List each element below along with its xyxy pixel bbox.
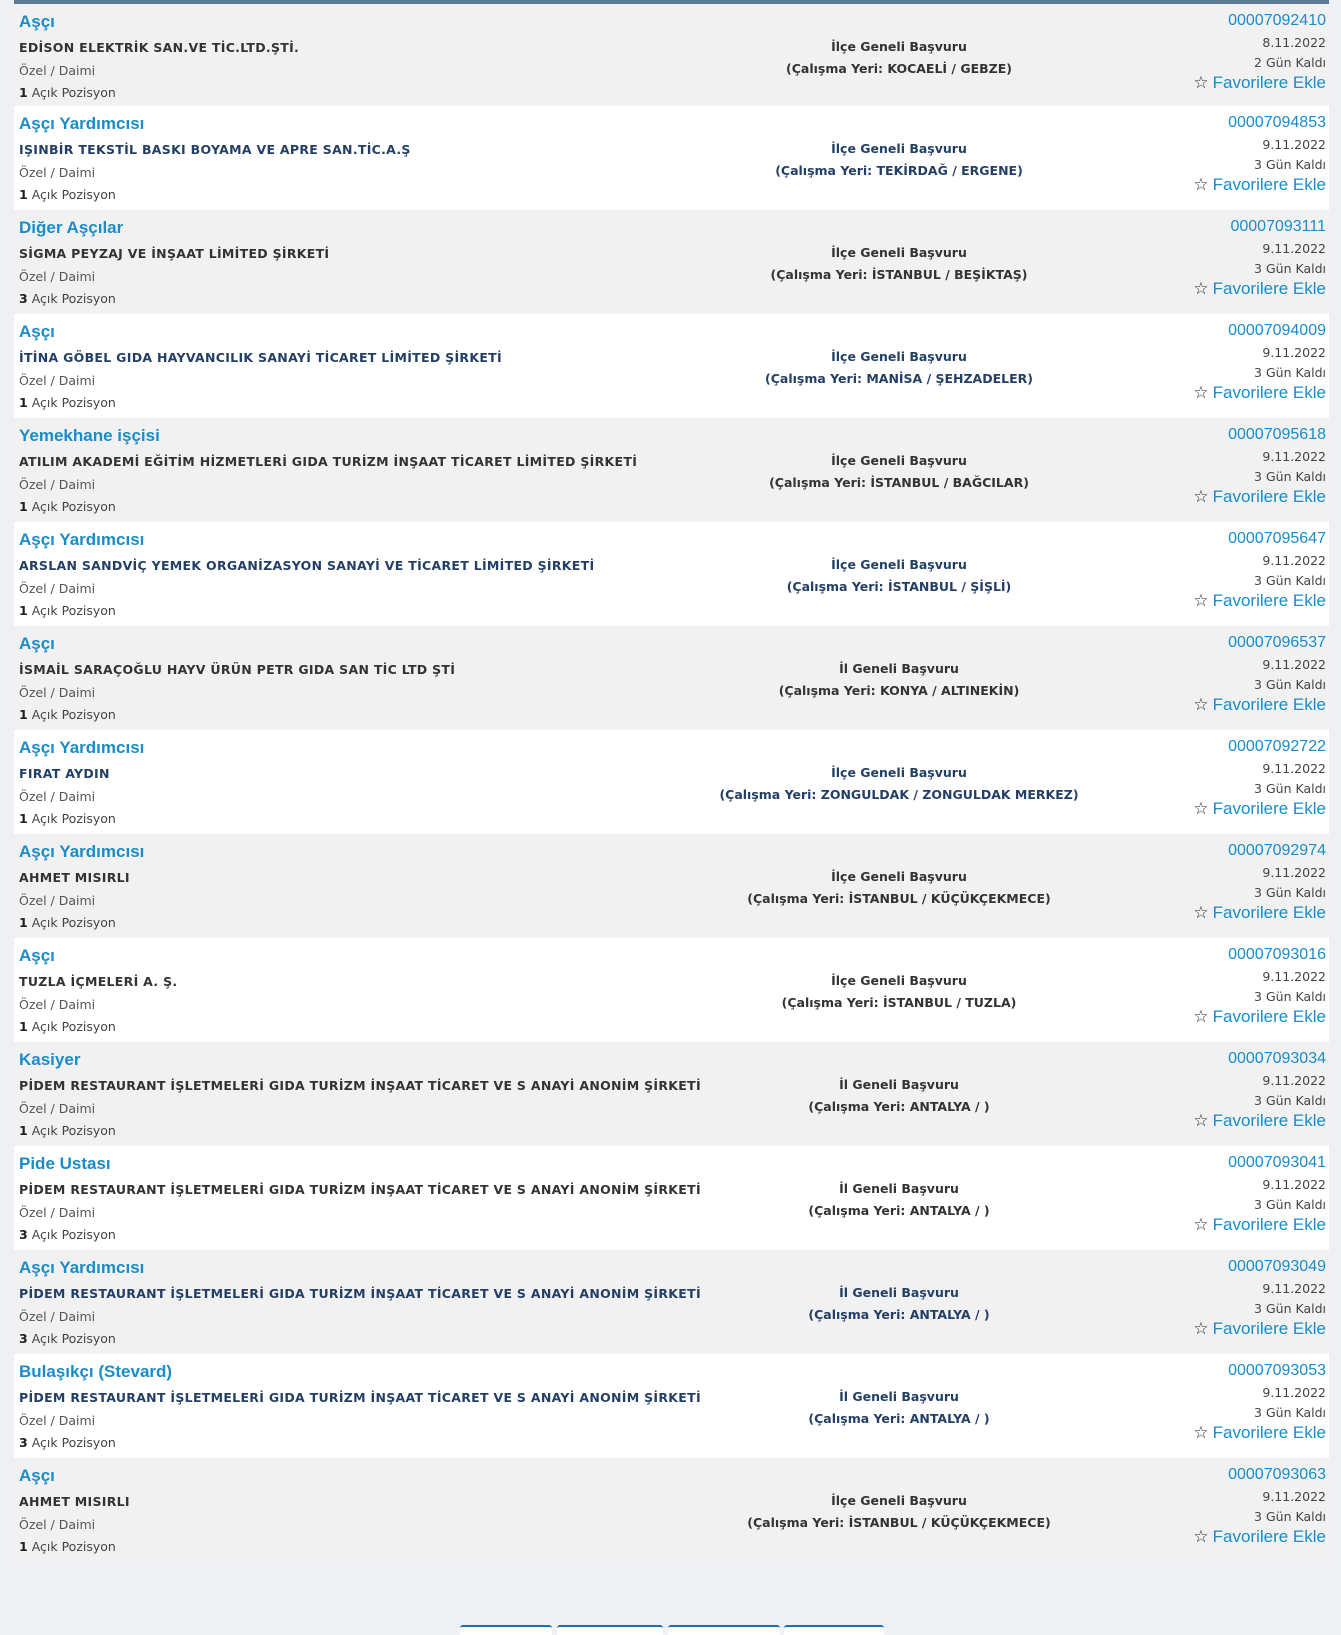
star-outline-icon: ☆ (1193, 487, 1209, 506)
job-title-link[interactable]: Aşçı (19, 634, 55, 653)
add-favorite-button[interactable] (1193, 1215, 1326, 1235)
application-info (594, 1386, 1204, 1430)
add-favorite-button[interactable] (1193, 1007, 1326, 1027)
add-favorite-label: Favorilere Ekle (1212, 73, 1326, 92)
job-title-link[interactable]: Aşçı Yardımcısı (19, 1258, 145, 1277)
application-scope: İl Geneli Başvuru (839, 1181, 959, 1196)
listing-meta (1193, 634, 1326, 715)
listing-date: 9.11.2022 (1262, 137, 1326, 152)
application-info (594, 866, 1204, 910)
application-info (594, 762, 1204, 806)
application-scope: İl Geneli Başvuru (839, 1389, 959, 1404)
application-scope: İlçe Geneli Başvuru (831, 1493, 967, 1508)
open-positions (19, 811, 116, 826)
days-left: 2 Gün Kaldı (1254, 55, 1326, 70)
listing-date: 8.11.2022 (1262, 35, 1326, 50)
listing-rows (14, 4, 1329, 1562)
star-outline-icon: ☆ (1193, 1527, 1209, 1546)
days-left: 3 Gün Kaldı (1254, 365, 1326, 380)
days-left: 3 Gün Kaldı (1254, 1405, 1326, 1420)
listing-row (14, 626, 1329, 730)
listing-meta (1193, 1050, 1326, 1131)
days-left: 3 Gün Kaldı (1254, 1093, 1326, 1108)
days-left: 3 Gün Kaldı (1254, 261, 1326, 276)
open-positions-label: Açık Pozisyon (31, 499, 116, 514)
open-positions-label: Açık Pozisyon (31, 187, 116, 202)
company-name: İSMAİL SARAÇOĞLU HAYV ÜRÜN PETR GIDA SAN TİC LTD ŞTİ (19, 662, 456, 677)
add-favorite-label: Favorilere Ekle (1212, 1527, 1326, 1546)
page-button[interactable] (460, 1625, 552, 1635)
add-favorite-label: Favorilere Ekle (1212, 1007, 1326, 1026)
star-outline-icon: ☆ (1193, 279, 1209, 298)
days-left: 3 Gün Kaldı (1254, 1509, 1326, 1524)
open-positions (19, 499, 116, 514)
application-scope: İlçe Geneli Başvuru (831, 973, 967, 988)
application-info (594, 658, 1204, 702)
application-scope: İlçe Geneli Başvuru (831, 349, 967, 364)
listing-date: 9.11.2022 (1262, 761, 1326, 776)
open-positions (19, 1019, 116, 1034)
work-location: (Çalışma Yeri: ANTALYA / ) (808, 1203, 990, 1218)
company-name: İTİNA GÖBEL GIDA HAYVANCILIK SANAYİ TİCARET LİMİTED ŞİRKETİ (19, 350, 502, 365)
listing-meta (1193, 1258, 1326, 1339)
star-outline-icon: ☆ (1193, 175, 1209, 194)
open-positions-label: Açık Pozisyon (31, 707, 116, 722)
days-left: 3 Gün Kaldı (1254, 1301, 1326, 1316)
open-positions-label: Açık Pozisyon (31, 395, 116, 410)
application-info (594, 970, 1204, 1014)
star-outline-icon: ☆ (1193, 903, 1209, 922)
application-scope: İlçe Geneli Başvuru (831, 453, 967, 468)
application-scope: İlçe Geneli Başvuru (831, 39, 967, 54)
work-location: (Çalışma Yeri: İSTANBUL / KÜÇÜKÇEKMECE) (747, 891, 1051, 906)
listing-number-link[interactable]: 00007092974 (1228, 842, 1326, 859)
add-favorite-button[interactable] (1193, 799, 1326, 819)
open-positions (19, 1227, 116, 1242)
company-name: PİDEM RESTAURANT İŞLETMELERİ GIDA TURİZM İNŞAAT TİCARET VE S ANAYİ ANONİM ŞİRKETİ (19, 1286, 701, 1301)
job-title-link[interactable]: Yemekhane işçisi (19, 426, 160, 445)
listing-date: 9.11.2022 (1262, 657, 1326, 672)
star-outline-icon: ☆ (1193, 1111, 1209, 1130)
open-positions-count: 1 (19, 1123, 28, 1138)
work-location: (Çalışma Yeri: İSTANBUL / TUZLA) (781, 995, 1017, 1010)
open-positions (19, 915, 116, 930)
job-title-link[interactable]: Aşçı (19, 322, 55, 341)
listing-meta (1193, 1154, 1326, 1235)
work-location: (Çalışma Yeri: KOCAELİ / GEBZE) (786, 61, 1012, 76)
application-scope: İlçe Geneli Başvuru (831, 141, 967, 156)
add-favorite-button[interactable] (1193, 383, 1326, 403)
listing-row (14, 106, 1329, 210)
listing-date: 9.11.2022 (1262, 345, 1326, 360)
open-positions-count: 1 (19, 915, 28, 930)
add-favorite-label: Favorilere Ekle (1212, 383, 1326, 402)
listing-number-link[interactable]: 00007093049 (1228, 1258, 1326, 1275)
job-title-link[interactable]: Aşçı (19, 1466, 55, 1485)
job-title-link[interactable]: Aşçı (19, 946, 55, 965)
job-title-link[interactable]: Diğer Aşçılar (19, 218, 124, 237)
listing-date: 9.11.2022 (1262, 1281, 1326, 1296)
add-favorite-button[interactable] (1193, 1319, 1326, 1339)
star-outline-icon: ☆ (1193, 73, 1209, 92)
application-info (594, 1490, 1204, 1534)
company-name: PİDEM RESTAURANT İŞLETMELERİ GIDA TURİZM İNŞAAT TİCARET VE S ANAYİ ANONİM ŞİRKETİ (19, 1182, 701, 1197)
add-favorite-label: Favorilere Ekle (1212, 695, 1326, 714)
application-info (594, 554, 1204, 598)
listing-meta (1193, 12, 1326, 93)
company-name: TUZLA İÇMELERİ A. Ş. (19, 974, 178, 989)
application-info (594, 36, 1204, 80)
page-button[interactable] (557, 1625, 663, 1635)
listing-row (14, 418, 1329, 522)
listing-row (14, 210, 1329, 314)
listing-number-link[interactable]: 00007095618 (1228, 426, 1326, 443)
listing-number-link[interactable]: 00007094009 (1228, 322, 1326, 339)
listing-number-link[interactable]: 00007092722 (1228, 738, 1326, 755)
job-title-link[interactable]: Aşçı Yardımcısı (19, 530, 145, 549)
add-favorite-button[interactable] (1193, 279, 1326, 299)
work-location: (Çalışma Yeri: İSTANBUL / KÜÇÜKÇEKMECE) (747, 1515, 1051, 1530)
add-favorite-button[interactable] (1193, 487, 1326, 507)
open-positions-label: Açık Pozisyon (31, 291, 116, 306)
application-scope: İl Geneli Başvuru (839, 661, 959, 676)
open-positions (19, 1435, 116, 1450)
listing-number-link[interactable]: 00007093063 (1228, 1466, 1326, 1483)
application-scope: İl Geneli Başvuru (839, 1285, 959, 1300)
add-favorite-label: Favorilere Ekle (1212, 1423, 1326, 1442)
listing-number-link[interactable]: 00007093111 (1230, 218, 1326, 235)
employment-type: Özel / Daimi (19, 1517, 96, 1532)
open-positions (19, 1123, 116, 1138)
open-positions-label: Açık Pozisyon (31, 1331, 116, 1346)
application-info (594, 346, 1204, 390)
add-favorite-label: Favorilere Ekle (1212, 175, 1326, 194)
add-favorite-label: Favorilere Ekle (1212, 1319, 1326, 1338)
listing-number-link[interactable]: 00007092410 (1228, 12, 1326, 29)
work-location: (Çalışma Yeri: ANTALYA / ) (808, 1099, 990, 1114)
employment-type: Özel / Daimi (19, 1101, 96, 1116)
listing-row (14, 1042, 1329, 1146)
star-outline-icon: ☆ (1193, 695, 1209, 714)
open-positions-label: Açık Pozisyon (31, 915, 116, 930)
open-positions-count: 1 (19, 499, 28, 514)
listing-date: 9.11.2022 (1262, 1073, 1326, 1088)
listing-date: 9.11.2022 (1262, 1489, 1326, 1504)
listing-date: 9.11.2022 (1262, 969, 1326, 984)
application-info (594, 450, 1204, 494)
listing-row (14, 314, 1329, 418)
open-positions (19, 187, 116, 202)
page-button[interactable] (784, 1625, 884, 1635)
add-favorite-label: Favorilere Ekle (1212, 1215, 1326, 1234)
application-scope: İlçe Geneli Başvuru (831, 245, 967, 260)
employment-type: Özel / Daimi (19, 789, 96, 804)
open-positions-count: 3 (19, 1435, 28, 1450)
company-name: PİDEM RESTAURANT İŞLETMELERİ GIDA TURİZM İNŞAAT TİCARET VE S ANAYİ ANONİM ŞİRKETİ (19, 1390, 701, 1405)
open-positions-count: 3 (19, 1227, 28, 1242)
listing-row (14, 834, 1329, 938)
listing-meta (1193, 738, 1326, 819)
listing-meta (1193, 842, 1326, 923)
add-favorite-label: Favorilere Ekle (1212, 591, 1326, 610)
listing-number-link[interactable]: 00007094853 (1228, 114, 1326, 131)
listing-meta (1193, 322, 1326, 403)
listing-meta (1193, 1466, 1326, 1547)
employment-type: Özel / Daimi (19, 165, 96, 180)
days-left: 3 Gün Kaldı (1254, 781, 1326, 796)
add-favorite-label: Favorilere Ekle (1212, 903, 1326, 922)
work-location: (Çalışma Yeri: MANİSA / ŞEHZADELER) (765, 371, 1033, 386)
open-positions-label: Açık Pozisyon (31, 1227, 116, 1242)
listing-row (14, 938, 1329, 1042)
company-name: ARSLAN SANDVİÇ YEMEK ORGANİZASYON SANAYİ VE TİCARET LİMİTED ŞİRKETİ (19, 558, 595, 573)
page-button[interactable] (668, 1625, 780, 1635)
job-title-link[interactable]: Bulaşıkçı (Stevard) (19, 1362, 173, 1381)
listing-meta (1193, 946, 1326, 1027)
listing-number-link[interactable]: 00007093041 (1228, 1154, 1326, 1171)
star-outline-icon: ☆ (1193, 799, 1209, 818)
open-positions (19, 85, 116, 100)
employment-type: Özel / Daimi (19, 269, 96, 284)
listing-meta (1193, 114, 1326, 195)
application-scope: İl Geneli Başvuru (839, 1077, 959, 1092)
add-favorite-label: Favorilere Ekle (1212, 799, 1326, 818)
star-outline-icon: ☆ (1193, 1423, 1209, 1442)
star-outline-icon: ☆ (1193, 591, 1209, 610)
employment-type: Özel / Daimi (19, 373, 96, 388)
open-positions-count: 3 (19, 1331, 28, 1346)
add-favorite-label: Favorilere Ekle (1212, 1111, 1326, 1130)
employment-type: Özel / Daimi (19, 581, 96, 596)
work-location: (Çalışma Yeri: ANTALYA / ) (808, 1411, 990, 1426)
add-favorite-button[interactable] (1193, 1111, 1326, 1131)
listing-row (14, 730, 1329, 834)
listing-meta (1193, 218, 1326, 299)
listing-date: 9.11.2022 (1262, 1177, 1326, 1192)
open-positions-label: Açık Pozisyon (31, 1123, 116, 1138)
listing-date: 9.11.2022 (1262, 865, 1326, 880)
application-info (594, 1178, 1204, 1222)
application-scope: İlçe Geneli Başvuru (831, 765, 967, 780)
open-positions (19, 1331, 116, 1346)
open-positions (19, 1539, 116, 1554)
employment-type: Özel / Daimi (19, 997, 96, 1012)
star-outline-icon: ☆ (1193, 1215, 1209, 1234)
application-info (594, 1074, 1204, 1118)
open-positions-count: 1 (19, 811, 28, 826)
listing-meta (1193, 530, 1326, 611)
open-positions (19, 291, 116, 306)
days-left: 3 Gün Kaldı (1254, 469, 1326, 484)
listing-row (14, 1458, 1329, 1562)
listing-row (14, 522, 1329, 626)
days-left: 3 Gün Kaldı (1254, 157, 1326, 172)
employment-type: Özel / Daimi (19, 1413, 96, 1428)
application-info (594, 242, 1204, 286)
employment-type: Özel / Daimi (19, 1205, 96, 1220)
employment-type: Özel / Daimi (19, 893, 96, 908)
listing-number-link[interactable]: 00007093034 (1228, 1050, 1326, 1067)
open-positions-count: 1 (19, 395, 28, 410)
add-favorite-button[interactable] (1193, 175, 1326, 195)
add-favorite-button[interactable] (1193, 1527, 1326, 1547)
application-scope: İlçe Geneli Başvuru (831, 557, 967, 572)
open-positions-label: Açık Pozisyon (31, 811, 116, 826)
work-location: (Çalışma Yeri: KONYA / ALTINEKİN) (778, 683, 1020, 698)
listing-number-link[interactable]: 00007095647 (1228, 530, 1326, 547)
star-outline-icon: ☆ (1193, 383, 1209, 402)
company-name: AHMET MISIRLI (19, 870, 130, 885)
listing-date: 9.11.2022 (1262, 449, 1326, 464)
work-location: (Çalışma Yeri: ANTALYA / ) (808, 1307, 990, 1322)
job-title-link[interactable]: Aşçı Yardımcısı (19, 114, 145, 133)
employment-type: Özel / Daimi (19, 477, 96, 492)
application-info (594, 1282, 1204, 1326)
company-name: SİGMA PEYZAJ VE İNŞAAT LİMİTED ŞİRKETİ (19, 246, 330, 261)
listing-number-link[interactable]: 00007093053 (1228, 1362, 1326, 1379)
listing-date: 9.11.2022 (1262, 553, 1326, 568)
open-positions-label: Açık Pozisyon (31, 1539, 116, 1554)
listing-row (14, 1354, 1329, 1458)
job-listing-list (14, 0, 1329, 1562)
open-positions-count: 1 (19, 1019, 28, 1034)
open-positions-count: 1 (19, 603, 28, 618)
work-location: (Çalışma Yeri: ZONGULDAK / ZONGULDAK MERKEZ) (719, 787, 1079, 802)
work-location: (Çalışma Yeri: İSTANBUL / BAĞCILAR) (769, 475, 1029, 490)
add-favorite-label: Favorilere Ekle (1212, 487, 1326, 506)
company-name: EDİSON ELEKTRİK SAN.VE TİC.LTD.ŞTİ. (19, 40, 300, 55)
employment-type: Özel / Daimi (19, 1309, 96, 1324)
work-location: (Çalışma Yeri: İSTANBUL / ŞİŞLİ) (786, 579, 1012, 594)
add-favorite-button[interactable] (1193, 1423, 1326, 1443)
days-left: 3 Gün Kaldı (1254, 677, 1326, 692)
star-outline-icon: ☆ (1193, 1319, 1209, 1338)
add-favorite-button[interactable] (1193, 695, 1326, 715)
open-positions-count: 1 (19, 1539, 28, 1554)
job-title-link[interactable]: Aşçı (19, 12, 55, 31)
open-positions (19, 707, 116, 722)
application-info (594, 138, 1204, 182)
open-positions-label: Açık Pozisyon (31, 1019, 116, 1034)
employment-type: Özel / Daimi (19, 685, 96, 700)
open-positions-count: 1 (19, 187, 28, 202)
listing-row (14, 1146, 1329, 1250)
star-outline-icon: ☆ (1193, 1007, 1209, 1026)
listing-number-link[interactable]: 00007096537 (1228, 634, 1326, 651)
listing-row (14, 4, 1329, 106)
job-title-link[interactable]: Kasiyer (19, 1050, 81, 1069)
job-title-link[interactable]: Pide Ustası (19, 1154, 111, 1173)
work-location: (Çalışma Yeri: İSTANBUL / BEŞİKTAŞ) (770, 267, 1028, 282)
listing-date: 9.11.2022 (1262, 1385, 1326, 1400)
open-positions-count: 1 (19, 85, 28, 100)
open-positions-label: Açık Pozisyon (31, 603, 116, 618)
pagination (0, 1625, 1341, 1633)
days-left: 3 Gün Kaldı (1254, 573, 1326, 588)
open-positions (19, 395, 116, 410)
listing-number-link[interactable]: 00007093016 (1228, 946, 1326, 963)
listing-meta (1193, 1362, 1326, 1443)
open-positions (19, 603, 116, 618)
company-name: IŞINBİR TEKSTİL BASKI BOYAMA VE APRE SAN.TİC.A.Ş (19, 142, 411, 157)
add-favorite-button[interactable] (1193, 73, 1326, 93)
open-positions-count: 3 (19, 291, 28, 306)
work-location: (Çalışma Yeri: TEKİRDAĞ / ERGENE) (775, 163, 1023, 178)
job-title-link[interactable]: Aşçı Yardımcısı (19, 738, 145, 757)
add-favorite-button[interactable] (1193, 591, 1326, 611)
open-positions-label: Açık Pozisyon (31, 1435, 116, 1450)
employment-type: Özel / Daimi (19, 63, 96, 78)
application-scope: İlçe Geneli Başvuru (831, 869, 967, 884)
open-positions-count: 1 (19, 707, 28, 722)
days-left: 3 Gün Kaldı (1254, 989, 1326, 1004)
company-name: ATILIM AKADEMİ EĞİTİM HİZMETLERİ GIDA TURİZM İNŞAAT TİCARET LİMİTED ŞİRKETİ (19, 454, 638, 469)
job-title-link[interactable]: Aşçı Yardımcısı (19, 842, 145, 861)
days-left: 3 Gün Kaldı (1254, 885, 1326, 900)
listing-meta (1193, 426, 1326, 507)
company-name: PİDEM RESTAURANT İŞLETMELERİ GIDA TURİZM İNŞAAT TİCARET VE S ANAYİ ANONİM ŞİRKETİ (19, 1078, 701, 1093)
days-left: 3 Gün Kaldı (1254, 1197, 1326, 1212)
listing-date: 9.11.2022 (1262, 241, 1326, 256)
company-name: AHMET MISIRLI (19, 1494, 130, 1509)
open-positions-label: Açık Pozisyon (31, 85, 116, 100)
add-favorite-button[interactable] (1193, 903, 1326, 923)
company-name: FIRAT AYDIN (19, 766, 110, 781)
listing-row (14, 1250, 1329, 1354)
add-favorite-label: Favorilere Ekle (1212, 279, 1326, 298)
